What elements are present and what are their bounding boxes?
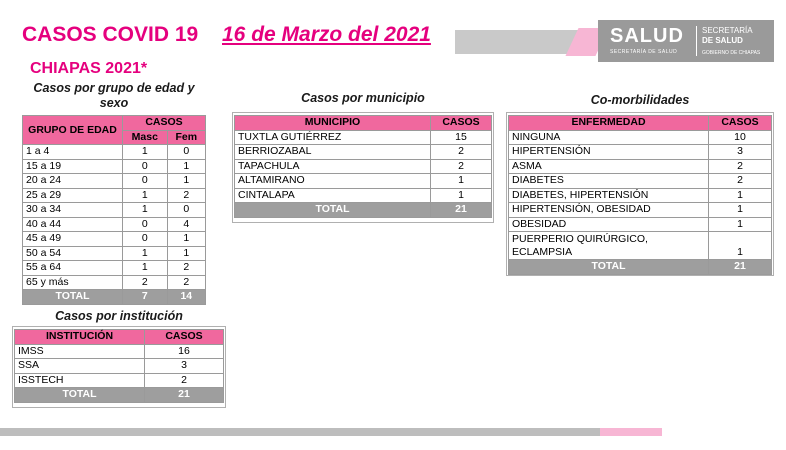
table-row xyxy=(23,246,206,261)
municipio-total-casos: 21 xyxy=(431,203,492,218)
morbilidades-total-casos: 21 xyxy=(709,260,772,275)
table-cell-casos: 2 xyxy=(709,159,772,174)
edad-header-masc: Masc xyxy=(123,130,168,145)
table-cell-masc: 0 xyxy=(123,217,168,232)
table-cell-fem: 1 xyxy=(167,232,205,247)
edad-table xyxy=(22,115,206,305)
table-cell-casos: 2 xyxy=(431,159,492,174)
table-row xyxy=(509,188,772,203)
table-cell-grupo: 20 a 24 xyxy=(23,174,123,189)
morbilidades-last-line1: PUERPERIO QUIRÚRGICO, xyxy=(512,232,648,245)
table-row xyxy=(23,174,206,189)
logo-right-line2: DE SALUD xyxy=(702,36,743,45)
table-cell-fem: 0 xyxy=(167,203,205,218)
institucion-total-label: TOTAL xyxy=(15,388,145,403)
municipio-section-title: Casos por municipio xyxy=(301,91,425,105)
institucion-table xyxy=(14,329,224,403)
table-row xyxy=(15,344,224,359)
logo-right-line3: GOBIERNO DE CHIAPAS xyxy=(702,50,761,56)
table-cell-fem: 2 xyxy=(167,261,205,276)
table-cell-casos: 1 xyxy=(431,188,492,203)
table-cell-masc: 0 xyxy=(123,159,168,174)
table-cell-casos: 1 xyxy=(709,203,772,218)
edad-total-masc: 7 xyxy=(123,290,168,305)
morbilidades-table xyxy=(508,115,772,275)
table-row xyxy=(235,174,492,189)
table-cell-grupo: 30 a 34 xyxy=(23,203,123,218)
salud-logo xyxy=(598,20,774,62)
edad-header-casos: CASOS xyxy=(123,116,206,131)
edad-total-label: TOTAL xyxy=(23,290,123,305)
edad-total-fem: 14 xyxy=(167,290,205,305)
table-cell-fem: 0 xyxy=(167,145,205,160)
table-row xyxy=(23,145,206,160)
morbilidades-header-casos: CASOS xyxy=(709,116,772,131)
table-cell-fem: 1 xyxy=(167,246,205,261)
report-title: CASOS COVID 19 xyxy=(22,23,199,46)
table-row xyxy=(23,261,206,276)
table-cell-grupo: 45 a 49 xyxy=(23,232,123,247)
morbilidades-total-label: TOTAL xyxy=(509,260,709,275)
table-cell-casos: 2 xyxy=(431,145,492,160)
table-row xyxy=(509,145,772,160)
table-cell-fem: 2 xyxy=(167,275,205,290)
table-row xyxy=(509,217,772,232)
table-row xyxy=(23,217,206,232)
logo-brand-sub: SECRETARÍA DE SALUD xyxy=(610,49,678,55)
table-cell-casos: 15 xyxy=(431,130,492,145)
table-row xyxy=(235,159,492,174)
table-cell-masc: 0 xyxy=(123,174,168,189)
institucion-total-row xyxy=(15,388,224,403)
municipio-header-casos: CASOS xyxy=(431,116,492,131)
report-subtitle: CHIAPAS 2021* xyxy=(30,60,148,77)
report-date: 16 de Marzo del 2021 xyxy=(222,23,431,46)
table-cell-grupo: 1 a 4 xyxy=(23,145,123,160)
table-cell-enfermedad: NINGUNA xyxy=(509,130,709,145)
footer-grey-band xyxy=(0,428,610,436)
morbilidades-last-line2: ECLAMPSIA xyxy=(512,245,573,258)
table-cell-municipio: ALTAMIRANO xyxy=(235,174,431,189)
table-cell-enfermedad: DIABETES xyxy=(509,174,709,189)
edad-total-row xyxy=(23,290,206,305)
table-cell-masc: 1 xyxy=(123,246,168,261)
table-row xyxy=(509,174,772,189)
table-cell-masc: 2 xyxy=(123,275,168,290)
table-row xyxy=(235,188,492,203)
footer-pink-band xyxy=(600,428,662,436)
table-cell-institucion: SSA xyxy=(15,359,145,374)
edad-header-grupo: GRUPO DE EDAD xyxy=(23,116,123,145)
table-cell-fem: 4 xyxy=(167,217,205,232)
institucion-total-casos: 21 xyxy=(145,388,224,403)
table-cell-municipio: BERRIOZABAL xyxy=(235,145,431,160)
table-cell-casos: 3 xyxy=(709,145,772,160)
municipio-total-label: TOTAL xyxy=(235,203,431,218)
table-row xyxy=(509,203,772,218)
morbilidades-last-casos: 1 xyxy=(709,232,772,260)
table-row xyxy=(235,145,492,160)
table-cell-casos: 16 xyxy=(145,344,224,359)
table-cell-municipio: CINTALAPA xyxy=(235,188,431,203)
morbilidades-section-title: Co-morbilidades xyxy=(590,93,690,107)
table-cell-fem: 1 xyxy=(167,159,205,174)
table-row xyxy=(509,130,772,145)
table-row xyxy=(509,159,772,174)
morbilidades-header-enfermedad: ENFERMEDAD xyxy=(509,116,709,131)
table-cell-enfermedad: HIPERTENSIÓN xyxy=(509,145,709,160)
municipio-table-body xyxy=(235,130,492,203)
table-row xyxy=(15,359,224,374)
institucion-header-casos: CASOS xyxy=(145,330,224,345)
municipio-total-row xyxy=(235,203,492,218)
institucion-table-body xyxy=(15,344,224,388)
table-row xyxy=(23,159,206,174)
morbilidades-last-enfermedad xyxy=(509,232,709,260)
table-cell-masc: 0 xyxy=(123,232,168,247)
edad-section-title: Casos por grupo de edad y sexo xyxy=(33,81,195,110)
table-cell-enfermedad: DIABETES, HIPERTENSIÓN xyxy=(509,188,709,203)
table-row xyxy=(235,130,492,145)
table-cell-casos: 3 xyxy=(145,359,224,374)
morbilidades-total-row xyxy=(509,260,772,275)
table-cell-grupo: 25 a 29 xyxy=(23,188,123,203)
logo-right-line1: SECRETARÍA xyxy=(702,26,753,35)
table-cell-masc: 1 xyxy=(123,261,168,276)
table-cell-municipio: TAPACHULA xyxy=(235,159,431,174)
table-cell-enfermedad: OBESIDAD xyxy=(509,217,709,232)
table-cell-municipio: TUXTLA GUTIÉRREZ xyxy=(235,130,431,145)
table-cell-masc: 1 xyxy=(123,188,168,203)
table-cell-fem: 1 xyxy=(167,174,205,189)
table-row xyxy=(23,232,206,247)
table-cell-grupo: 40 a 44 xyxy=(23,217,123,232)
table-cell-grupo: 65 y más xyxy=(23,275,123,290)
table-row xyxy=(23,275,206,290)
institucion-header-name: INSTITUCIÓN xyxy=(15,330,145,345)
municipio-table xyxy=(234,115,492,218)
table-cell-masc: 1 xyxy=(123,203,168,218)
table-row xyxy=(509,232,772,260)
edad-table-body xyxy=(23,145,206,290)
table-cell-grupo: 50 a 54 xyxy=(23,246,123,261)
table-cell-casos: 10 xyxy=(709,130,772,145)
table-cell-grupo: 15 a 19 xyxy=(23,159,123,174)
table-cell-casos: 1 xyxy=(431,174,492,189)
table-cell-fem: 2 xyxy=(167,188,205,203)
table-row xyxy=(23,188,206,203)
table-cell-masc: 1 xyxy=(123,145,168,160)
table-row xyxy=(15,373,224,388)
institucion-section-title: Casos por institución xyxy=(55,309,183,323)
table-cell-casos: 2 xyxy=(709,174,772,189)
logo-divider xyxy=(696,26,697,56)
table-cell-institucion: IMSS xyxy=(15,344,145,359)
table-cell-institucion: ISSTECH xyxy=(15,373,145,388)
table-cell-grupo: 55 a 64 xyxy=(23,261,123,276)
edad-header-fem: Fem xyxy=(167,130,205,145)
table-cell-casos: 1 xyxy=(709,188,772,203)
table-cell-enfermedad: ASMA xyxy=(509,159,709,174)
table-cell-casos: 2 xyxy=(145,373,224,388)
table-cell-casos: 1 xyxy=(709,217,772,232)
table-row xyxy=(23,203,206,218)
logo-brand: SALUD xyxy=(610,25,684,47)
municipio-header-name: MUNICIPIO xyxy=(235,116,431,131)
table-cell-enfermedad: HIPERTENSIÓN, OBESIDAD xyxy=(509,203,709,218)
morbilidades-table-body xyxy=(509,130,772,232)
